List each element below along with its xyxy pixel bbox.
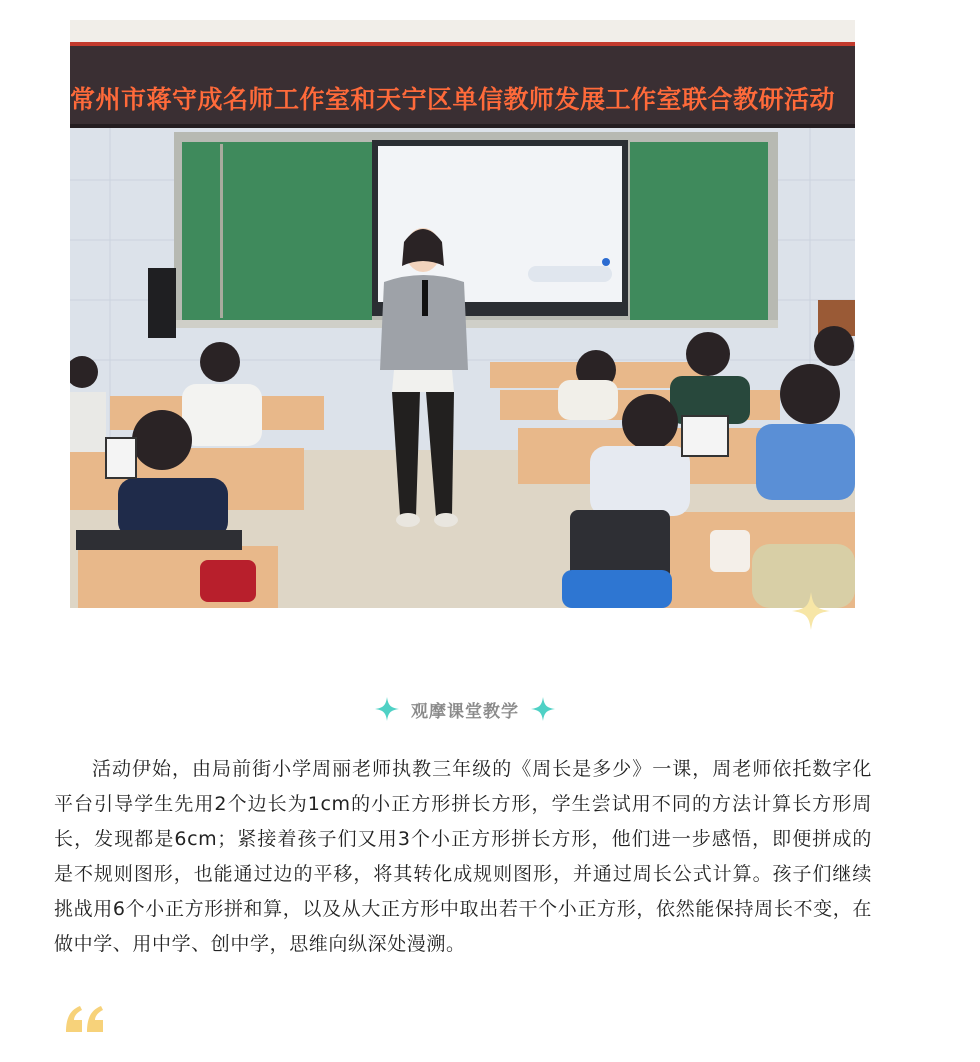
- classroom-photo: [70, 20, 855, 608]
- quote-icon: [64, 1004, 106, 1034]
- sparkle-icon: [792, 592, 830, 630]
- section-title: [0, 694, 930, 724]
- teal-star-icon: [531, 697, 555, 721]
- article-paragraph: 活动伊始，由局前街小学周丽老师执教三年级的《周长是多少》一课，周老师依托数字化平台引导学生先用2个边长为1cm的小正方形拼长方形，学生尝试用不同的方法计算长方形周长，发现都是6cm；紧接着孩子们又用3个小正方形拼长方形，他们进一步感悟，即便拼成的是不规则图形，也能通过边的平移，将其转化成规则图形，并通过周长公式计算。孩子们继续挑战用6个小正方形拼和算，以及从大正方形中取出若干个小正方形，依然能保持周长不变，在做中学、用中学、创中学，思维向纵深处漫溯。: [54, 758, 872, 955]
- teal-star-icon: [375, 697, 399, 721]
- banner-text: 常州市蒋守成名师工作室和天宁区单信教师发展工作室联合教研活动: [70, 85, 836, 114]
- section-title-text: 观摩课堂教学: [411, 701, 519, 722]
